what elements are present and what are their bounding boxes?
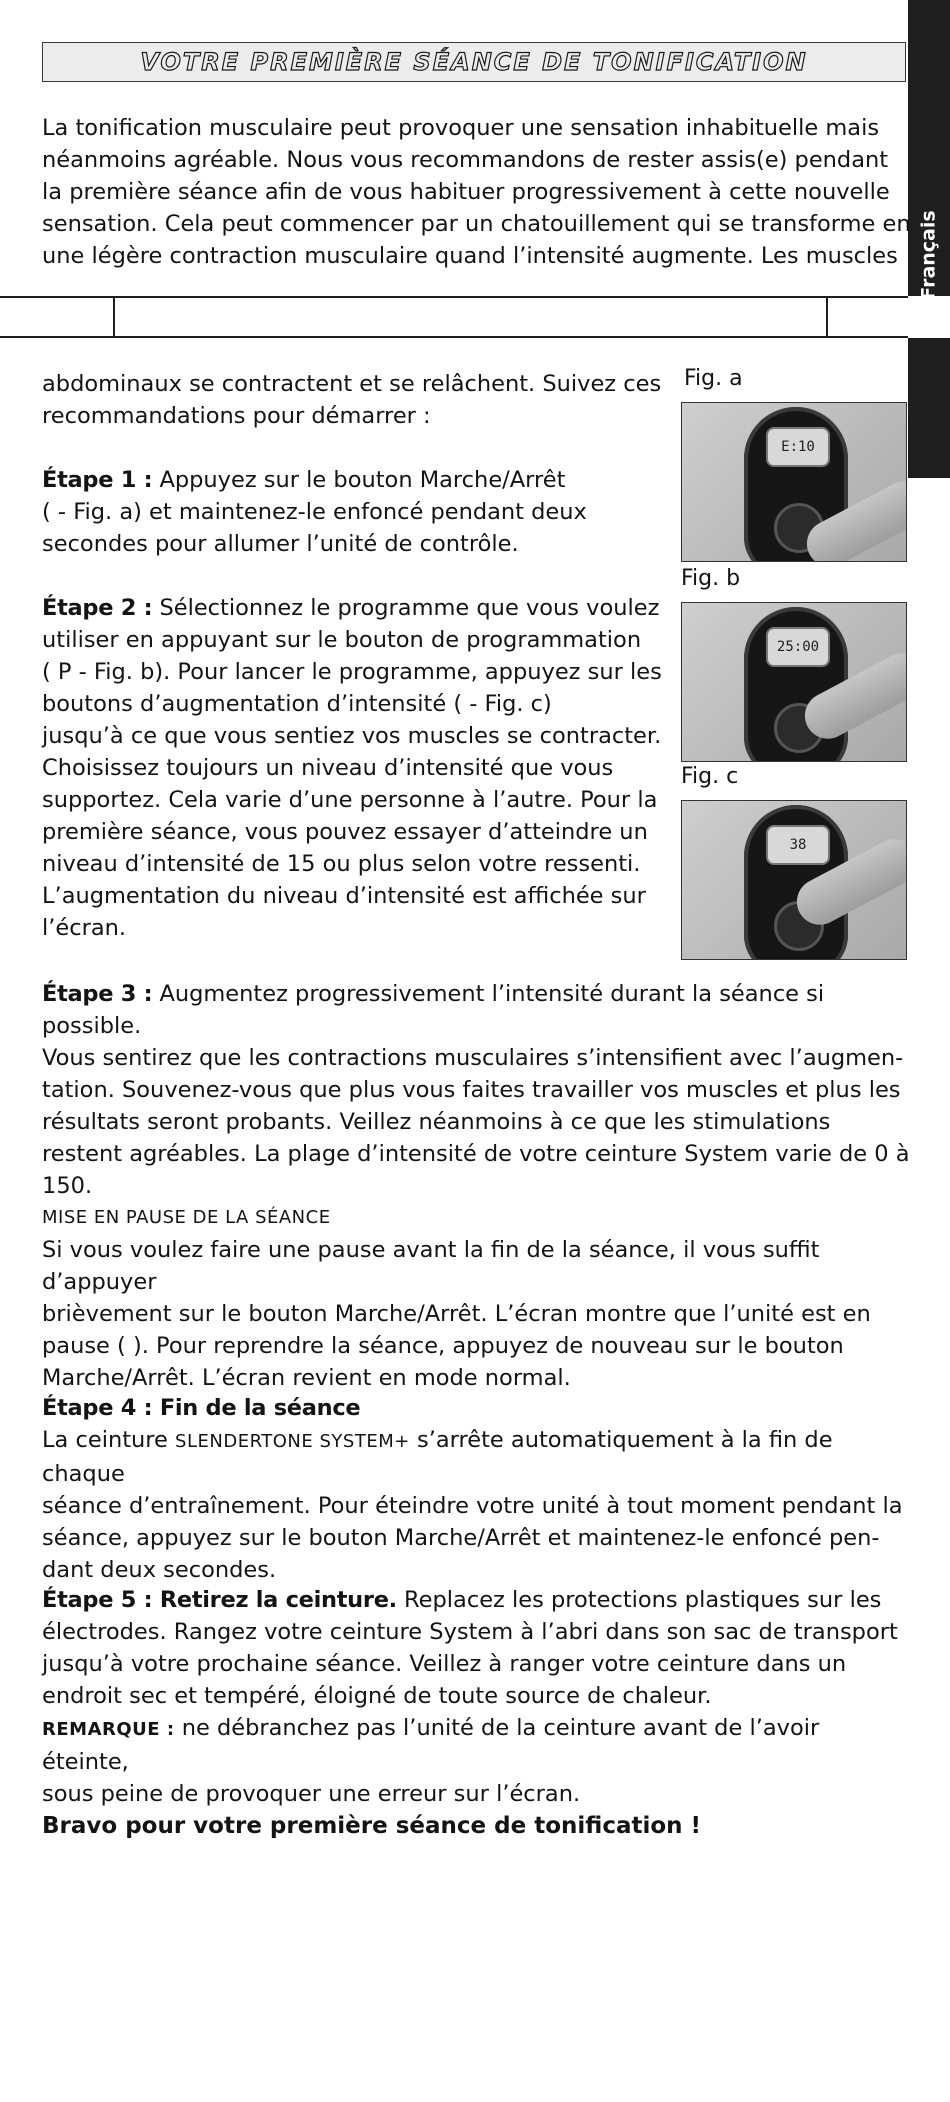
step2-line: utiliser en appuyant sur le bouton de programmation <box>42 627 642 653</box>
language-tab-label: Français <box>918 210 941 300</box>
control-unit <box>744 607 848 762</box>
step4-heading: Étape 4 : Fin de la séance <box>42 1395 361 1421</box>
step2-line: niveau d’intensité de 15 ou plus selon votre ressenti. <box>42 851 641 877</box>
brand-name: SLENDERTONE SYSTEM+ <box>175 1431 410 1452</box>
language-tab-label-wrap <box>912 210 946 300</box>
fig-b-label: Fig. b <box>681 566 741 591</box>
language-tab-lower <box>908 338 950 478</box>
fig-a-photo <box>681 402 907 562</box>
step2-line: l’écran. <box>42 915 127 941</box>
step3-line: restent agréables. La plage d’intensité de votre ceinture System varie de 0 à <box>42 1141 910 1167</box>
step4-section <box>42 1392 912 1586</box>
band-divider <box>826 298 828 336</box>
step5-text: Replacez les protections plastiques sur les <box>396 1587 882 1613</box>
fig-c-label: Fig. c <box>681 764 739 789</box>
pause-line: Marche/Arrêt. L’écran revient en mode normal. <box>42 1365 571 1391</box>
step4-line: séance d’entraînement. Pour éteindre votre unité à tout moment pendant la <box>42 1493 903 1519</box>
step4-line: dant deux secondes. <box>42 1557 277 1583</box>
step3-text: Augmentez progressivement l’intensité durant la séance si possible. <box>42 981 825 1039</box>
intro-paragraph <box>42 112 911 272</box>
page-break-band <box>0 296 908 338</box>
step3-line: Vous sentirez que les contractions musculaires s’intensifient avec l’augmen- <box>42 1045 904 1071</box>
step3-line: résultats seront probants. Veillez néanmoins à ce que les stimulations <box>42 1109 831 1135</box>
step1-paragraph <box>42 464 672 560</box>
step2-text: Sélectionnez le programme que vous voulez <box>152 595 660 621</box>
step2-line: jusqu’à ce que vous sentiez vos muscles se contracter. <box>42 723 662 749</box>
page-title: VOTRE PREMIÈRE SÉANCE DE TONIFICATION <box>140 48 808 76</box>
device-screen: 25:00 <box>766 627 830 667</box>
step4-line: séance, appuyez sur le bouton Marche/Arrêt et maintenez-le enfoncé pen- <box>42 1525 880 1551</box>
intro-line: La tonification musculaire peut provoquer une sensation inhabituelle mais <box>42 115 880 141</box>
step5-line: électrodes. Rangez votre ceinture System à l’abri dans son sac de transport <box>42 1619 898 1645</box>
device-screen: 38 <box>766 825 830 865</box>
step2-line: première séance, vous pouvez essayer d’atteindre un <box>42 819 648 845</box>
step2-line: L’augmentation du niveau d’intensité est affichée sur <box>42 883 646 909</box>
intro-line: néanmoins agréable. Nous vous recommandons de rester assis(e) pendant <box>42 147 889 173</box>
continuation-line: recommandations pour démarrer : <box>42 403 431 429</box>
step2-line: boutons d’augmentation d’intensité ( - Fig. c) <box>42 691 552 717</box>
fig-b-photo <box>681 602 907 762</box>
step5-label: Étape 5 : Retirez la ceinture. <box>42 1587 397 1613</box>
continuation-paragraph <box>42 368 672 432</box>
remark-text: ne débranchez pas l’unité de la ceinture avant de l’avoir éteinte, <box>42 1715 820 1775</box>
device-screen: E:10 <box>766 427 830 467</box>
remark-line: sous peine de provoquer une erreur sur l’écran. <box>42 1781 581 1807</box>
step1-label: Étape 1 : <box>42 467 153 493</box>
pause-line: Si vous voulez faire une pause avant la fin de la séance, il vous suffit d’appuyer <box>42 1237 820 1295</box>
step1-text: Appuyez sur le bouton Marche/Arrêt <box>152 467 566 493</box>
step3-line: 150. <box>42 1173 93 1199</box>
step3-line: tation. Souvenez-vous que plus vous faites travailler vos muscles et plus les <box>42 1077 901 1103</box>
step3-paragraph <box>42 978 912 1202</box>
step5-line: endroit sec et tempéré, éloigné de toute source de chaleur. <box>42 1683 712 1709</box>
step2-paragraph <box>42 592 672 944</box>
fig-a-label: Fig. a <box>684 366 743 391</box>
intro-line: une légère contraction musculaire quand l’intensité augmente. Les muscles <box>42 243 898 269</box>
step1-line: ( - Fig. a) et maintenez-le enfoncé pendant deux <box>42 499 587 525</box>
step2-line: supportez. Cela varie d’une personne à l’autre. Pour la <box>42 787 658 813</box>
pause-heading: MISE EN PAUSE DE LA SÉANCE <box>42 1207 331 1228</box>
band-divider <box>113 298 115 336</box>
step4-text: s’arrête automatiquement à la fin de chaque <box>42 1427 833 1487</box>
continuation-line: abdominaux se contractent et se relâchent. Suivez ces <box>42 371 662 397</box>
step1-line: secondes pour allumer l’unité de contrôle. <box>42 531 519 557</box>
page-title-box <box>42 42 906 82</box>
fig-c-photo <box>681 800 907 960</box>
step3-label: Étape 3 : <box>42 981 153 1007</box>
pause-line: brièvement sur le bouton Marche/Arrêt. L’écran montre que l’unité est en <box>42 1301 871 1327</box>
remark-label: REMARQUE : <box>42 1719 175 1740</box>
pause-section <box>42 1202 912 1394</box>
step5-section <box>42 1584 912 1810</box>
pause-line: pause ( ). Pour reprendre la séance, appuyez de nouveau sur le bouton <box>42 1333 844 1359</box>
step2-line: Choisissez toujours un niveau d’intensité que vous <box>42 755 614 781</box>
intro-line: sensation. Cela peut commencer par un chatouillement qui se transforme en <box>42 211 911 237</box>
intro-line: la première séance afin de vous habituer progressivement à cette nouvelle <box>42 179 890 205</box>
closing-line: Bravo pour votre première séance de tonification ! <box>42 1813 702 1839</box>
step5-line: jusqu’à votre prochaine séance. Veillez à ranger votre ceinture dans un <box>42 1651 847 1677</box>
step2-line: ( P - Fig. b). Pour lancer le programme, appuyez sur les <box>42 659 662 685</box>
step2-label: Étape 2 : <box>42 595 153 621</box>
step4-text: La ceinture <box>42 1427 176 1453</box>
